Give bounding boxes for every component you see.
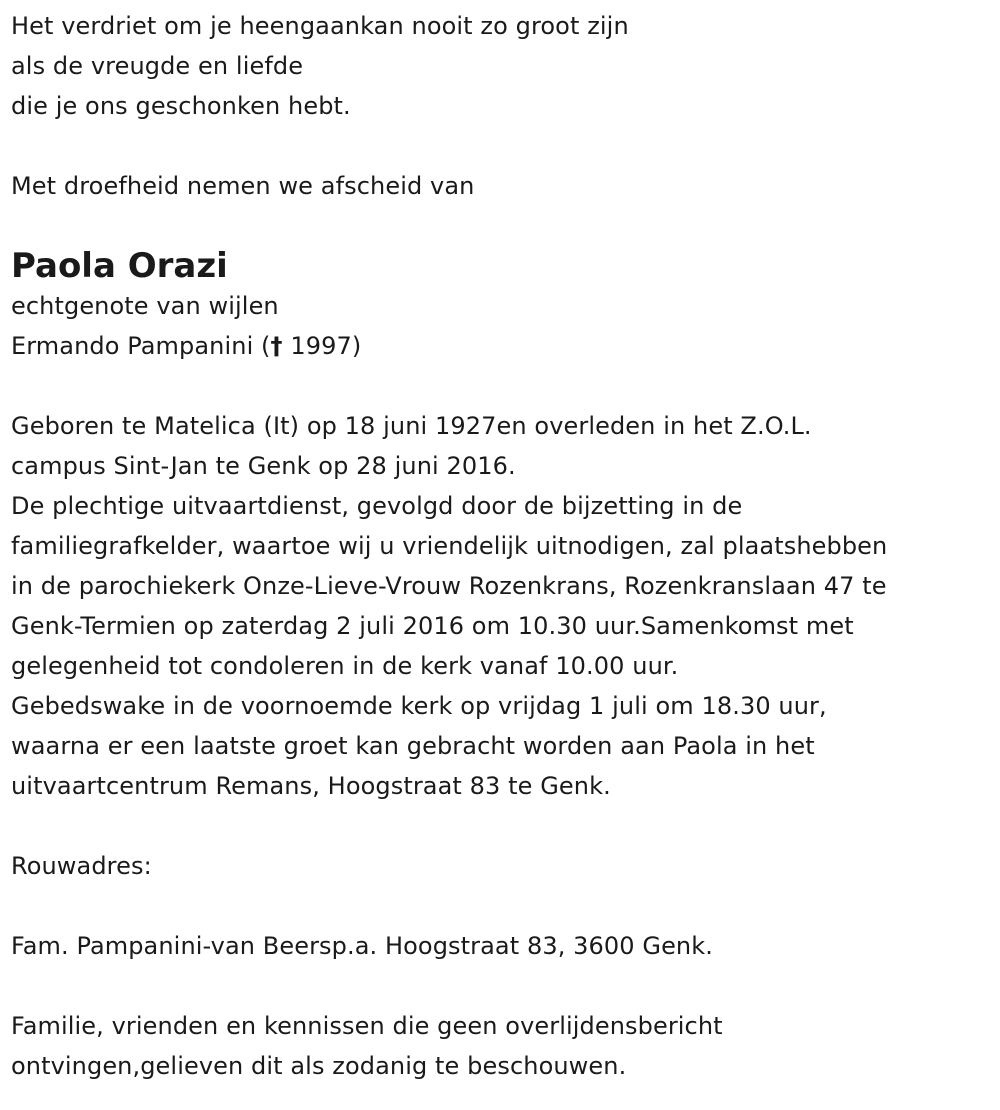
spacer bbox=[11, 806, 989, 846]
poem-line-3: die je ons geschonken hebt. bbox=[11, 92, 351, 120]
announcement-line-1: Geboren te Matelica (It) op 18 juni 1927en overleden in het Z.O.L. bbox=[11, 412, 812, 440]
spouse-line bbox=[11, 326, 989, 366]
spouse-name: Ermando Pampanini ( bbox=[11, 332, 271, 360]
announcement-line-3: De plechtige uitvaartdienst, gevolgd door de bijzetting in de bbox=[11, 492, 743, 520]
relation-text: echtgenote van wijlen bbox=[11, 292, 279, 320]
deceased-block bbox=[11, 246, 989, 366]
announcement-line-9: waarna er een laatste groet kan gebracht worden aan Paola in het bbox=[11, 732, 815, 760]
announcement-line-4: familiegrafkelder, waartoe wij u vriendelijk uitnodigen, zal plaatshebben bbox=[11, 532, 888, 560]
cross-icon: † bbox=[270, 332, 283, 360]
spacer bbox=[11, 206, 989, 246]
spacer bbox=[11, 886, 989, 926]
spouse-year: 1997) bbox=[290, 332, 362, 360]
announcement-line-8: Gebedswake in de voornoemde kerk op vrijdag 1 juli om 18.30 uur, bbox=[11, 692, 827, 720]
spacer bbox=[11, 366, 989, 406]
address-label: Rouwadres: bbox=[11, 852, 152, 880]
closing-line-2: ontvingen,gelieven dit als zodanig te beschouwen. bbox=[11, 1052, 627, 1080]
poem-line-2: als de vreugde en liefde bbox=[11, 52, 304, 80]
announcement-line-6: Genk-Termien op zaterdag 2 juli 2016 om 10.30 uur.Samenkomst met bbox=[11, 612, 854, 640]
announcement-line-2: campus Sint-Jan te Genk op 28 juni 2016. bbox=[11, 452, 516, 480]
poem-line-1: Het verdriet om je heengaankan nooit zo groot zijn bbox=[11, 12, 629, 40]
spacer bbox=[11, 966, 989, 1006]
deceased-name: Paola Orazi bbox=[11, 246, 228, 286]
closing-paragraph bbox=[11, 1006, 989, 1086]
intro-text: Met droefheid nemen we afscheid van bbox=[11, 172, 475, 200]
poem bbox=[11, 6, 989, 126]
announcement-paragraph bbox=[11, 406, 989, 806]
spacer bbox=[11, 126, 989, 166]
closing-line-1: Familie, vrienden en kennissen die geen overlijdensbericht bbox=[11, 1012, 723, 1040]
address-text: Fam. Pampanini-van Beersp.a. Hoogstraat 83, 3600 Genk. bbox=[11, 932, 713, 960]
announcement-line-7: gelegenheid tot condoleren in de kerk vanaf 10.00 uur. bbox=[11, 652, 679, 680]
announcement-line-10: uitvaartcentrum Remans, Hoogstraat 83 te Genk. bbox=[11, 772, 611, 800]
announcement-line-5: in de parochiekerk Onze-Lieve-Vrouw Rozenkrans, Rozenkranslaan 47 te bbox=[11, 572, 887, 600]
